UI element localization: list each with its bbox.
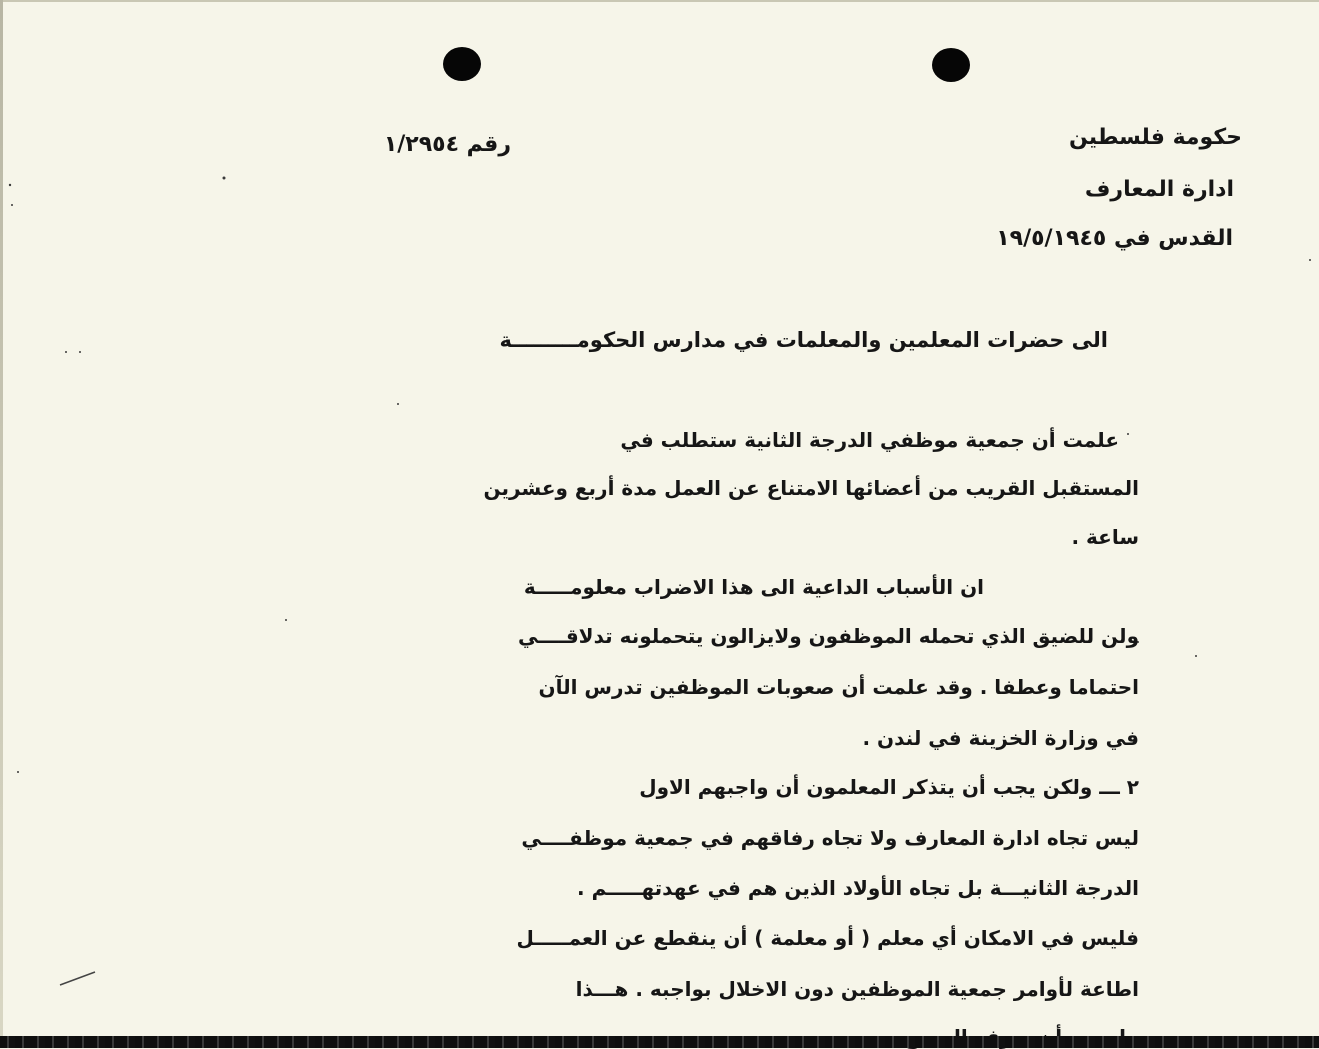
scan-edge-bottom (0, 1036, 1319, 1048)
paragraph-1-line: علمت أن جمعية موظفي الدرجة الثانية ستطلب في (620, 428, 1119, 452)
department-name: ادارة المعارف (1084, 177, 1234, 202)
paragraph-1-line: المستقبل القريب من أعضائها الامتناع عن العمل مدة أربع وعشرين (483, 476, 1139, 500)
place-and-date: القدس في ١٩/٥/١٩٤٥ (996, 226, 1233, 251)
paragraph-3-line: الدرجة الثانيـــة بل تجاه الأولاد الذين هم في عهدتهـــــم . (577, 876, 1139, 900)
paragraph-2-line: ولن للضيق الذي تحمله الموظفون ولايزالون يتحملونه تدلاقــــي (518, 624, 1139, 648)
addressee-line: الى حضرات المعلمين والمعلمات في مدارس الحكومـــــــــة (499, 328, 1108, 352)
paragraph-3-line: ليس تجاه ادارة المعارف ولا تجاه رفاقهم في جمعية موظفــــي (521, 826, 1139, 850)
paragraph-1-line: ساعة . (1071, 525, 1139, 549)
paragraph-2-line: احتماما وعطفا . وقد علمت أن صعوبات الموظفين تدرس الآن (538, 675, 1139, 699)
paragraph-3-line: فليس في الامكان أي معلم ( أو معلمة ) أن ينقطع عن العمـــــل (516, 926, 1139, 950)
paragraph-3-line: اطاعة لأوامر جمعية الموظفين دون الاخلال بواجبه . هـــذا (575, 977, 1139, 1001)
paragraph-2-line: ان الأسباب الداعية الى هذا الاضراب معلومـــــة (523, 575, 984, 599)
paragraph-2-line: في وزارة الخزينة في لندن . (862, 726, 1139, 750)
reference-number: رقم ١/٢٩٥٤ (383, 132, 511, 157)
paragraph-3-line: ٢ ـــ ولكن يجب أن يتذكر المعلمون أن واجبهم الاول (639, 775, 1139, 799)
government-name: حكومة فلسطين (1068, 125, 1242, 150)
